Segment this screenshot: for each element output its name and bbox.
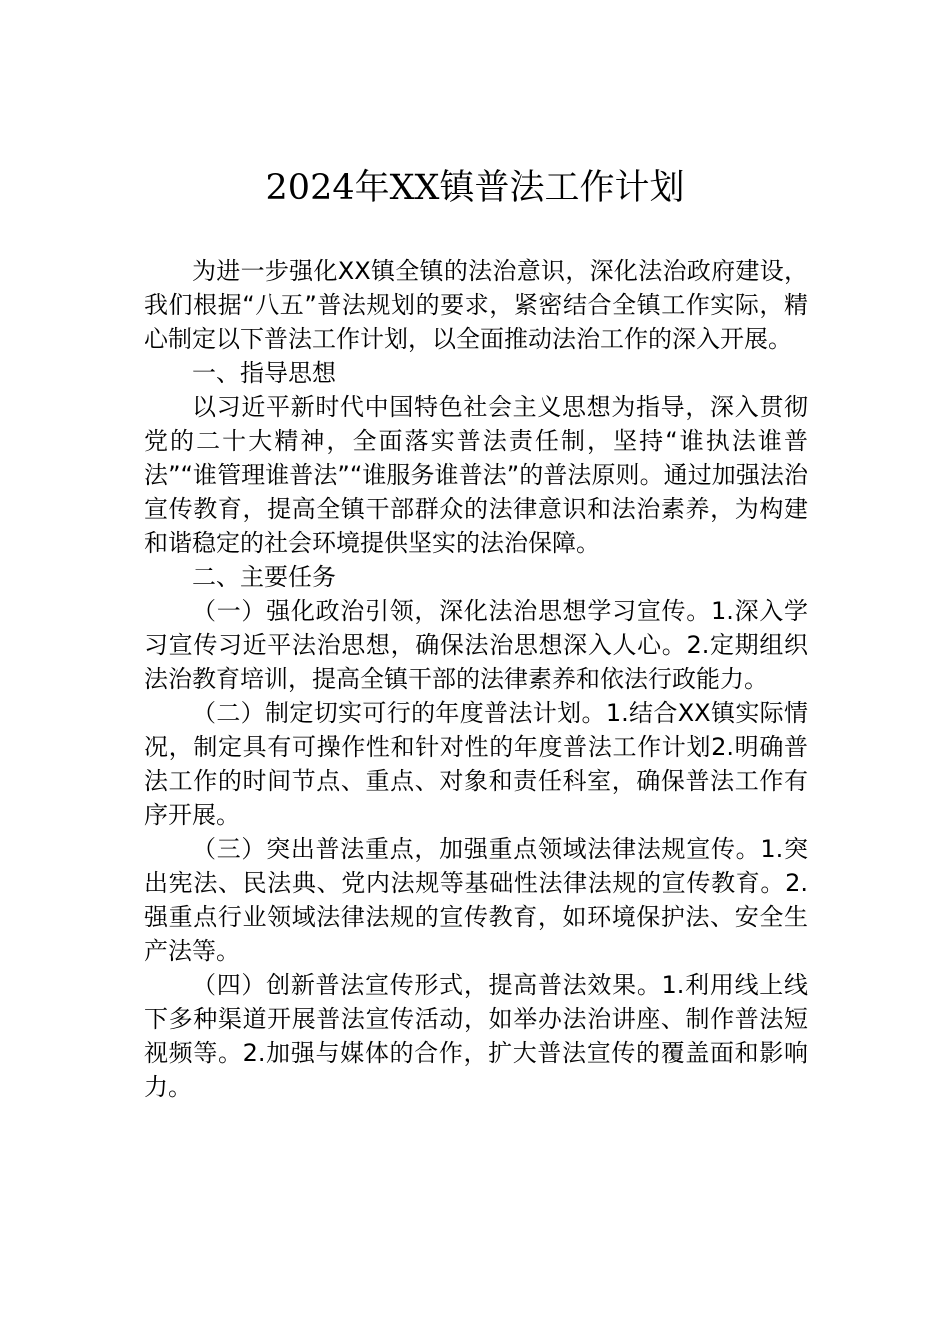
task-paragraph-1: （一）强化政治引领，深化法治思想学习宣传。1.深入学习宣传习近平法治思想，确保法治思想深入人心。2.定期组织法治教育培训，提高全镇干部的法律素养和依法行政能力。	[144, 597, 808, 693]
document-title: 2024年XX镇普法工作计划	[265, 168, 685, 208]
document-body	[144, 254, 808, 1104]
section-heading-guiding-ideology: 一、指导思想	[192, 359, 336, 387]
task-paragraph-3: （三）突出普法重点，加强重点领域法律法规宣传。1.突出宪法、民法典、党内法规等基础性法律法规的宣传教育。2.强重点行业领域法律法规的宣传教育，如环境保护法、安全生产法等。	[144, 835, 808, 965]
section-heading-main-tasks: 二、主要任务	[192, 563, 336, 591]
guiding-ideology-paragraph: 以习近平新时代中国特色社会主义思想为指导，深入贯彻党的二十大精神，全面落实普法责任制，坚持“谁执法谁普法”“谁管理谁普法”“谁服务谁普法”的普法原则。通过加强法治宣传教育，提高全镇干部群众的法律意识和法治素养，为构建和谐稳定的社会环境提供坚实的法治保障。	[144, 393, 808, 557]
task-paragraph-4: （四）创新普法宣传形式，提高普法效果。1.利用线上线下多种渠道开展普法宣传活动，如举办法治讲座、制作普法短视频等。2.加强与媒体的合作，扩大普法宣传的覆盖面和影响力。	[144, 971, 808, 1101]
task-paragraph-2: （二）制定切实可行的年度普法计划。1.结合XX镇实际情况，制定具有可操作性和针对性的年度普法工作计划2.明确普法工作的时间节点、重点、对象和责任科室，确保普法工作有序开展。	[144, 699, 808, 829]
intro-paragraph: 为进一步强化XX镇全镇的法治意识，深化法治政府建设，我们根据“八五”普法规划的要求，紧密结合全镇工作实际，精心制定以下普法工作计划，以全面推动法治工作的深入开展。	[144, 257, 808, 353]
